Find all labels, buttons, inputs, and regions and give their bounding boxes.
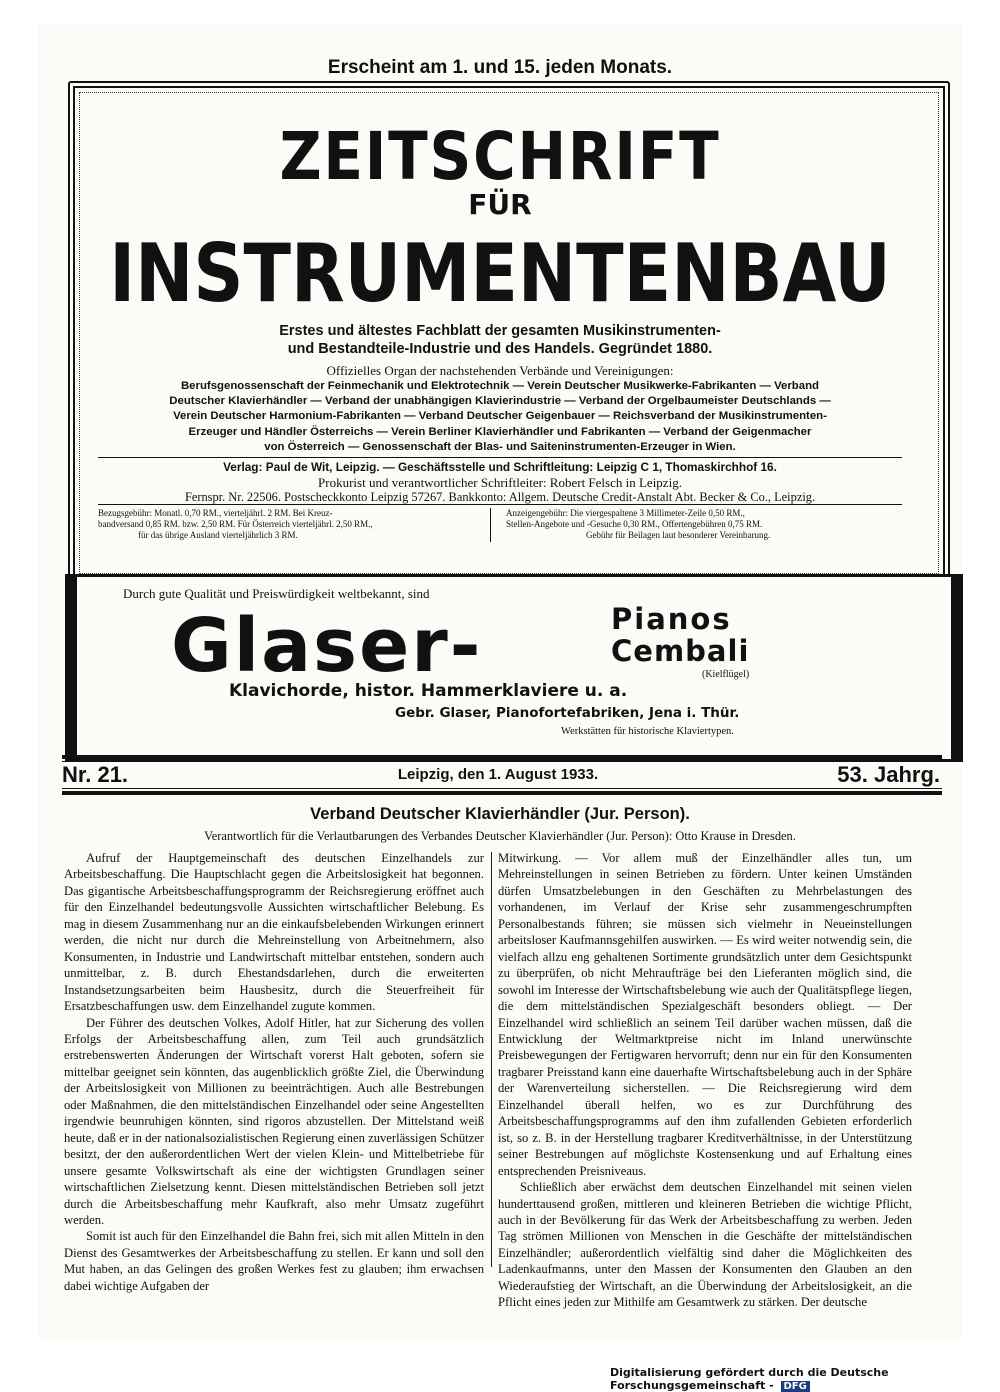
- issue-year: 53. Jahrg.: [837, 762, 940, 787]
- masthead-title-3: INSTRUMENTENBAU: [109, 227, 891, 320]
- issue-place-date: Leipzig, den 1. August 1933.: [397, 766, 599, 783]
- issue-rule-bottom-thin: [62, 788, 942, 789]
- ad-intro: Durch gute Qualität und Preiswürdigkeit weltbekannt, sind: [123, 586, 430, 601]
- issue-rule-top: [62, 755, 942, 759]
- publisher-info: [88, 460, 912, 505]
- fee-divider: [490, 508, 491, 542]
- publication-frequency: Erscheint am 1. und 15. jeden Monats.: [327, 57, 673, 78]
- dfg-logo: DFG: [781, 1381, 810, 1392]
- issue-rule-top-thin: [62, 761, 942, 762]
- org-line: Deutscher Klavierhändler — Verband der unabhängigen Klavierindustrie — Verband der Orgelbaumeister Deutschlands —: [169, 395, 831, 408]
- org-line: Verein Deutscher Harmonium-Fabrikanten — Verband Deutscher Geigenbauer — Reichsverband der Musikinstrumenten-: [173, 410, 827, 423]
- fee-line: Stellen-Angebote und -Gesuche 0,30 RM., Offertengebühren 0,75 RM.: [506, 519, 763, 529]
- column-divider: [491, 852, 492, 1267]
- glaser-advertisement: [65, 574, 963, 762]
- ad-product-cembali: Cembali: [611, 634, 750, 668]
- prokurist-line: Prokurist und verantwortlicher Schriftleiter: Robert Felsch in Leipzig.: [318, 475, 682, 490]
- article-heading: Verband Deutscher Klavierhändler (Jur. Person).: [310, 805, 690, 823]
- fee-line: für das übrige Ausland vierteljährlich 3 RM.: [138, 530, 298, 540]
- ad-line-2: Gebr. Glaser, Pianofortefabriken, Jena i. Thür.: [395, 705, 740, 721]
- divider: [98, 504, 902, 505]
- paragraph: Aufruf der Hauptgemeinschaft des deutschen Einzelhandels zur Arbeitsbeschaffung. Die Hauptschlacht gegen die Arbeitslosigkeit hat begonnen. Das gigantische Arbeitsbeschaffungsprogramm der Reichsregierung eröffnet auch für den Einzelhandel bedeutungsvolle Aussichten wirtschaftlicher Belebung. Es mag in diesem Zusammenhang nur an die einkaufsbelebenden Wirkungen erinnert werden, die nicht nur durch die Mehreinstellung von Arbeitnehmern, also Konsumenten, in Industrie und Landwirtschaft mittelbar entstehen, sondern auch unmittelbar, z. B. durch Ehestandsdarlehen, durch die erweiterten Instandsetzungsarbeiten beim Hausbesitz, durch die Steuerfreiheit für Ersatzbeschaffungen usw. dem Einzelhandel zugute kommen.: [64, 851, 484, 1014]
- org-line: von Österreich — Genossenschaft der Blas- und Saiteninstrumenten-Erzeuger in Wien.: [264, 440, 736, 453]
- paragraph: Schließlich aber erwächst dem deutschen Einzelhandel mit seinen vielen hunderttausend großen, mittleren und kleineren Betrieben die wichtige Pflicht, auch in der Bevölkerung für das Werk der Arbeitsbeschaffung zu werben. Jeden Tag strömen Millionen von Menschen in die Geschäfte der mittelständischen Einzelhändler; außerordentlich vielfältig sind daher die Möglichkeiten des Ladenkaufmanns, unter den Massen der Konsumenten den Glauben an den Wiederaufstieg der Wirtschaft, an die Überwindung der Arbeitslosigkeit, an die Pflicht eines jeden zur Mithilfe am Gesamtwerk zu stärken. Der deutsche: [498, 1180, 912, 1310]
- subscription-fees: [98, 508, 478, 541]
- organ-intro: Offizielles Organ der nachstehenden Verbände und Vereinigungen:: [326, 363, 674, 378]
- subtitle-line-2: und Bestandteile-Industrie und des Handels. Gegründet 1880.: [287, 341, 713, 357]
- organizations-list: [88, 379, 912, 455]
- fernspr-line: Fernspr. Nr. 22506. Postscheckkonto Leipzig 57267. Bankkonto: Allgem. Deutsche Credit-Anstalt Abt. Becker & Co., Leipzig.: [184, 490, 816, 504]
- masthead-title-1: ZEITSCHRIFT: [279, 118, 721, 195]
- masthead-title-2: FÜR: [468, 188, 532, 221]
- fee-line: bandversand 0,85 RM. bzw. 2,50 RM. Für Österreich vierteljährl. 2,50 RM.,: [98, 519, 373, 529]
- ad-line-3: Werkstätten für historische Klaviertypen.: [561, 726, 734, 737]
- fee-line: Gebühr für Beilagen laut besonderer Vereinbarung.: [586, 530, 771, 540]
- paragraph: Somit ist auch für den Einzelhandel die Bahn frei, sich mit allen Mitteln in den Dienst des Gesamtwerkes der Arbeitsbeschaffung zu stellen. Er kann und soll den Mut haben, an das Gelingen des großen Werkes fest zu glauben; ihm erwachsen dabei wichtige Aufgaben der: [64, 1229, 484, 1293]
- ad-brand: Glaser-: [171, 603, 483, 689]
- subtitle-line-1: Erstes und ältestes Fachblatt der gesamten Musikinstrumenten-: [279, 323, 721, 339]
- org-line: Erzeuger und Händler Österreichs — Verein Berliner Klavierhändler und Fabrikanten — Verband der Geigenmacher: [188, 425, 812, 438]
- verlag-line: Verlag: Paul de Wit, Leipzig. — Geschäftsstelle und Schriftleitung: Leipzig C 1, Thomaskirchhof 16.: [223, 460, 777, 474]
- org-line: Berufsgenossenschaft der Feinmechanik und Elektrotechnik — Verein Deutscher Musikwerke-Fabrikanten — Verband: [180, 380, 820, 392]
- paragraph: Mitwirkung. — Vor allem muß der Einzelhändler alles tun, um Mehreinstellungen in seinen Betrieben zu fördern. Unter keinen Umständen dürfen Umsatzbelebungen in den Geschäften zu Mehrbelastungen des vorhandenen, im Verlauf der Krise sehr zusammengeschrumpften Personalbestands führen; sie müssen sich vielmehr in Neueinstellungen arbeitsloser Kaufmannsgehilfen auswirken. — Es wird weiter notwendig sein, die vielfach allzu eng gehaltenen Sortimente grundsätzlich unter dem Gesichtspunkt zu überprüfen, ob nicht Mehraufträge bei den Lieferanten möglich sind, die sowohl im Interesse der Wirtschaftsbelebung wie auch der Qualitätspflege liegen, die dem mittelständischen Spezialgeschäft besonders obliegt. — Der Einzelhandel wird schließlich an seinem Teil darüber wachen müssen, daß die Entwicklung der Weltmarktpreise nicht im Inland unerwünschte Preisbewegungen der Fertigwaren hervorruft; denn nur ein für den Konsumenten tragbarer Preisstand kann eine dauerhafte Wirtschaftsbelebung auch in der Sphäre der Warenverteilung sicherstellen. — Die Reichsregierung wird dem Einzelhandel überall helfen, wo es zur Durchführung des Arbeitsbeschaffungsprogramms auf den ihm zufallenden Gebieten erforderlich ist, so z. B. in der Herstellung tragbarer Kreditverhältnisse, in der Unterstützung seiner Bestrebungen auf möglichste Kostensenkung und auf Erhaltung eines entsprechenden Preisniveaus.: [498, 851, 912, 1178]
- ad-note: (Kielflügel): [702, 669, 750, 680]
- article-column-left: [64, 850, 484, 1294]
- paragraph: Der Führer des deutschen Volkes, Adolf Hitler, hat zur Sicherung des vollen Erfolgs der Arbeitsbeschaffung allen, zum Teil auch grundsätzlich erstrebenswerten Änderungen der Wirtschaft vorerst Halt geboten, sofern sie mittelbar geeignet sein könnten, das augenblicklich größte Ziel, die Überwindung der Arbeitslosigkeit von Millionen zu beeinträchtigen. Auch alle Bestrebungen oder Maßnahmen, die den mittelständischen Einzelhandel oder seine Angestellten irgendwie beunruhigen könnten, sind rigoros abzustellen. Der Mittelstand weiß heute, daß er in der nationalsozialistischen Regierung einen zuverlässigen Schützer besitzt, der den außerordentlichen Wert der vielen Klein- und Mittelbetriebe für unsere gesamte Volkswirtschaft als eine der wichtigsten Grundlagen seiner wirtschaftlichen Zielsetzung kennt. Diesen mittelständischen Betrieben soll jetzt durch die Arbeitsbeschaffung mehr Kaufkraft, also mehr Umsatz zugeführt werden.: [64, 1015, 484, 1227]
- ad-line-1: Klavichorde, histor. Hammerklaviere u. a.: [229, 681, 628, 701]
- article-byline: Verantwortlich für die Verlautbarungen des Verbandes Deutscher Klavierhändler (Jur. Person): Otto Krause in Dresden.: [204, 829, 796, 843]
- ad-product-pianos: Pianos: [611, 602, 732, 636]
- advertising-fees: [506, 508, 906, 541]
- divider: [98, 457, 902, 458]
- subtitle: [38, 322, 962, 358]
- credit-text: Digitalisierung gefördert durch die Deutsche Forschungsgemeinschaft -: [610, 1366, 889, 1392]
- issue-number: Nr. 21.: [62, 762, 129, 787]
- newspaper-page: [38, 24, 962, 1340]
- fee-line: Bezugsgebühr: Monatl. 0,70 RM., vierteljährl. 2 RM. Bei Kreuz-: [98, 508, 333, 518]
- digitization-credit: [610, 1366, 1000, 1392]
- fee-line: Anzeigengebühr: Die viergespaltene 3 Millimeter-Zeile 0,50 RM.,: [506, 508, 745, 518]
- issue-rule-bottom: [62, 791, 942, 795]
- article-column-right: [498, 850, 912, 1311]
